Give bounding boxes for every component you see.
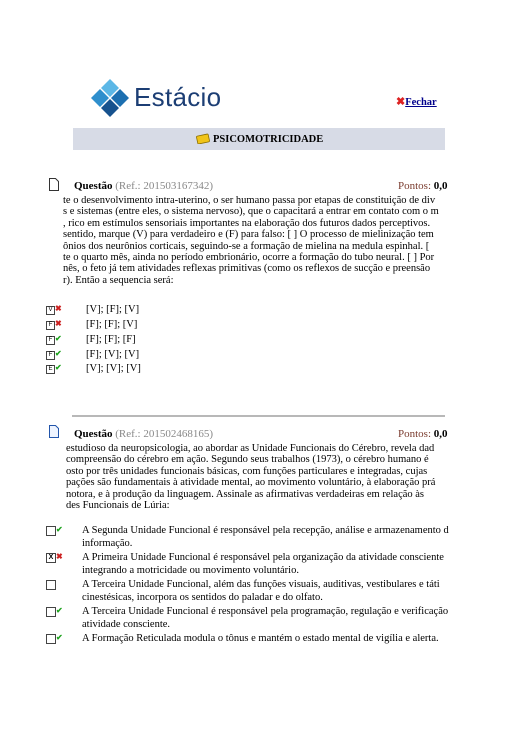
option-label: A Terceira Unidade Funcional, além das funções visuais, auditivas, vestibulares e táti cinestésicas, incorpora os sentidos do paladar e do olfato. bbox=[82, 579, 440, 603]
cross-icon: ✖ bbox=[55, 304, 62, 313]
question-text-line: ônios dos neurônios corticais, seguindo-se a formação de mielina na medula espinhal. [ bbox=[63, 240, 430, 252]
option-row[interactable] bbox=[46, 334, 246, 346]
cross-icon: ✖ bbox=[56, 552, 63, 561]
option-label: [V]; [V]; [V] bbox=[86, 363, 141, 374]
question-text-line: s e sistemas (entre eles, o sistema nervoso), que o capacitará a entrar em contato com o m bbox=[63, 206, 439, 218]
question-1-icon bbox=[49, 178, 59, 196]
question-2-text bbox=[66, 443, 520, 511]
option-row[interactable] bbox=[46, 363, 246, 375]
checkbox[interactable] bbox=[46, 634, 56, 644]
question-text-line: pações são fundamentais à atividade mental, ao movimento voluntário, à elaboração prá bbox=[66, 477, 436, 489]
option-label: A Terceira Unidade Funcional é responsável pela programação, regulação e verificação atividade consciente. bbox=[82, 606, 449, 630]
option-label: [F]; [F]; [V] bbox=[86, 319, 138, 330]
question-separator bbox=[72, 415, 445, 417]
section-title: PSICOMOTRICIDADE bbox=[213, 134, 324, 145]
question-2-icon bbox=[49, 425, 59, 443]
option-label: [F]; [V]; [V] bbox=[86, 349, 140, 360]
checkbox[interactable]: X bbox=[46, 553, 56, 563]
question-text-line: te o quarto mês, ainda no período embrionário, ocorre a formação do tubo neural. [ ] Por bbox=[63, 252, 435, 264]
option-label: A Primeira Unidade Funcional é responsável pela organização da atividade consciente integrando a motricidade ou movimento voluntário. bbox=[82, 552, 444, 576]
option-row[interactable] bbox=[46, 304, 246, 316]
radio-button[interactable]: F bbox=[46, 336, 55, 345]
question-text-line: estudioso da neuropsicologia, ao abordar as Unidade Funcionais do Cérebro, revela dad bbox=[66, 443, 435, 454]
question-text-line: , rico em estímulos sensoriais importantes na elaboração dos futuros dados perceptivos. bbox=[63, 217, 431, 229]
option-row[interactable] bbox=[46, 319, 246, 331]
question-text-line: r). Então a sequencia será: bbox=[63, 274, 174, 286]
check-icon: ✔ bbox=[55, 334, 62, 343]
option-label: [F]; [F]; [F] bbox=[86, 334, 136, 345]
question-text-line: sentido, marque (V) para verdadeiro e (F) para falso: [ ] O processo de mielinização tem bbox=[63, 229, 434, 241]
checkbox[interactable] bbox=[46, 580, 56, 590]
question-text-line: nês, o feto já tem atividades reflexas primitivas (como os reflexos de sucção e preensão bbox=[63, 263, 431, 275]
option-label: A Formação Reticulada modula o tônus e mantém o estado mental de vigília e alerta. bbox=[82, 633, 439, 644]
option-row[interactable] bbox=[46, 579, 520, 605]
brand-name: Estácio bbox=[134, 82, 222, 112]
check-icon: ✔ bbox=[55, 363, 62, 372]
option-label: A Segunda Unidade Funcional é responsável pela recepção, análise e armazenamento d informação. bbox=[82, 525, 449, 549]
question-text-line: te o desenvolvimento intra-uterino, o ser humano passa por etapas de constituição de div bbox=[63, 195, 436, 206]
question-text-line: notora, e à produção da linguagem. Assinale as afirmativas verdadeiras em relação às bbox=[66, 488, 425, 500]
close-icon: ✖ bbox=[396, 96, 406, 108]
question-1-text bbox=[63, 195, 520, 286]
question-2-points: Pontos: 0,0 bbox=[398, 428, 448, 440]
option-row[interactable] bbox=[46, 349, 246, 361]
question-2-header: Questão (Ref.: 201502468165) bbox=[74, 428, 214, 440]
close-button[interactable]: ✖Fechar bbox=[396, 96, 437, 108]
check-icon: ✔ bbox=[56, 606, 63, 615]
radio-button[interactable]: F bbox=[46, 351, 55, 360]
option-row[interactable] bbox=[46, 633, 520, 647]
option-row[interactable] bbox=[46, 552, 520, 578]
logo-icon bbox=[88, 78, 132, 118]
checkbox[interactable] bbox=[46, 526, 56, 536]
check-icon: ✔ bbox=[55, 349, 62, 358]
estacio-logo bbox=[88, 78, 132, 118]
question-1-points: Pontos: 0,0 bbox=[398, 180, 448, 192]
option-row[interactable] bbox=[46, 525, 520, 551]
checkbox[interactable] bbox=[46, 607, 56, 617]
folder-icon bbox=[196, 131, 210, 149]
radio-button[interactable]: V bbox=[46, 306, 55, 315]
option-label: [V]; [F]; [V] bbox=[86, 304, 140, 315]
cross-icon: ✖ bbox=[55, 319, 62, 328]
check-icon: ✔ bbox=[56, 525, 63, 534]
radio-button[interactable]: F bbox=[46, 321, 55, 330]
option-row[interactable] bbox=[46, 606, 520, 632]
check-icon: ✔ bbox=[56, 633, 63, 642]
question-text-line: osto por três unidades funcionais básicas, com funções particulares e integradas, cujas bbox=[66, 465, 428, 477]
radio-button[interactable]: E bbox=[46, 365, 55, 374]
question-text-line: des Funcionais de Lúria: bbox=[66, 500, 170, 512]
question-text-line: compreensão do cérebro em ação. Segundo seus trabalhos (1973), o cérebro humano é bbox=[66, 454, 429, 466]
question-1-header: Questão (Ref.: 201503167342) bbox=[74, 180, 214, 192]
